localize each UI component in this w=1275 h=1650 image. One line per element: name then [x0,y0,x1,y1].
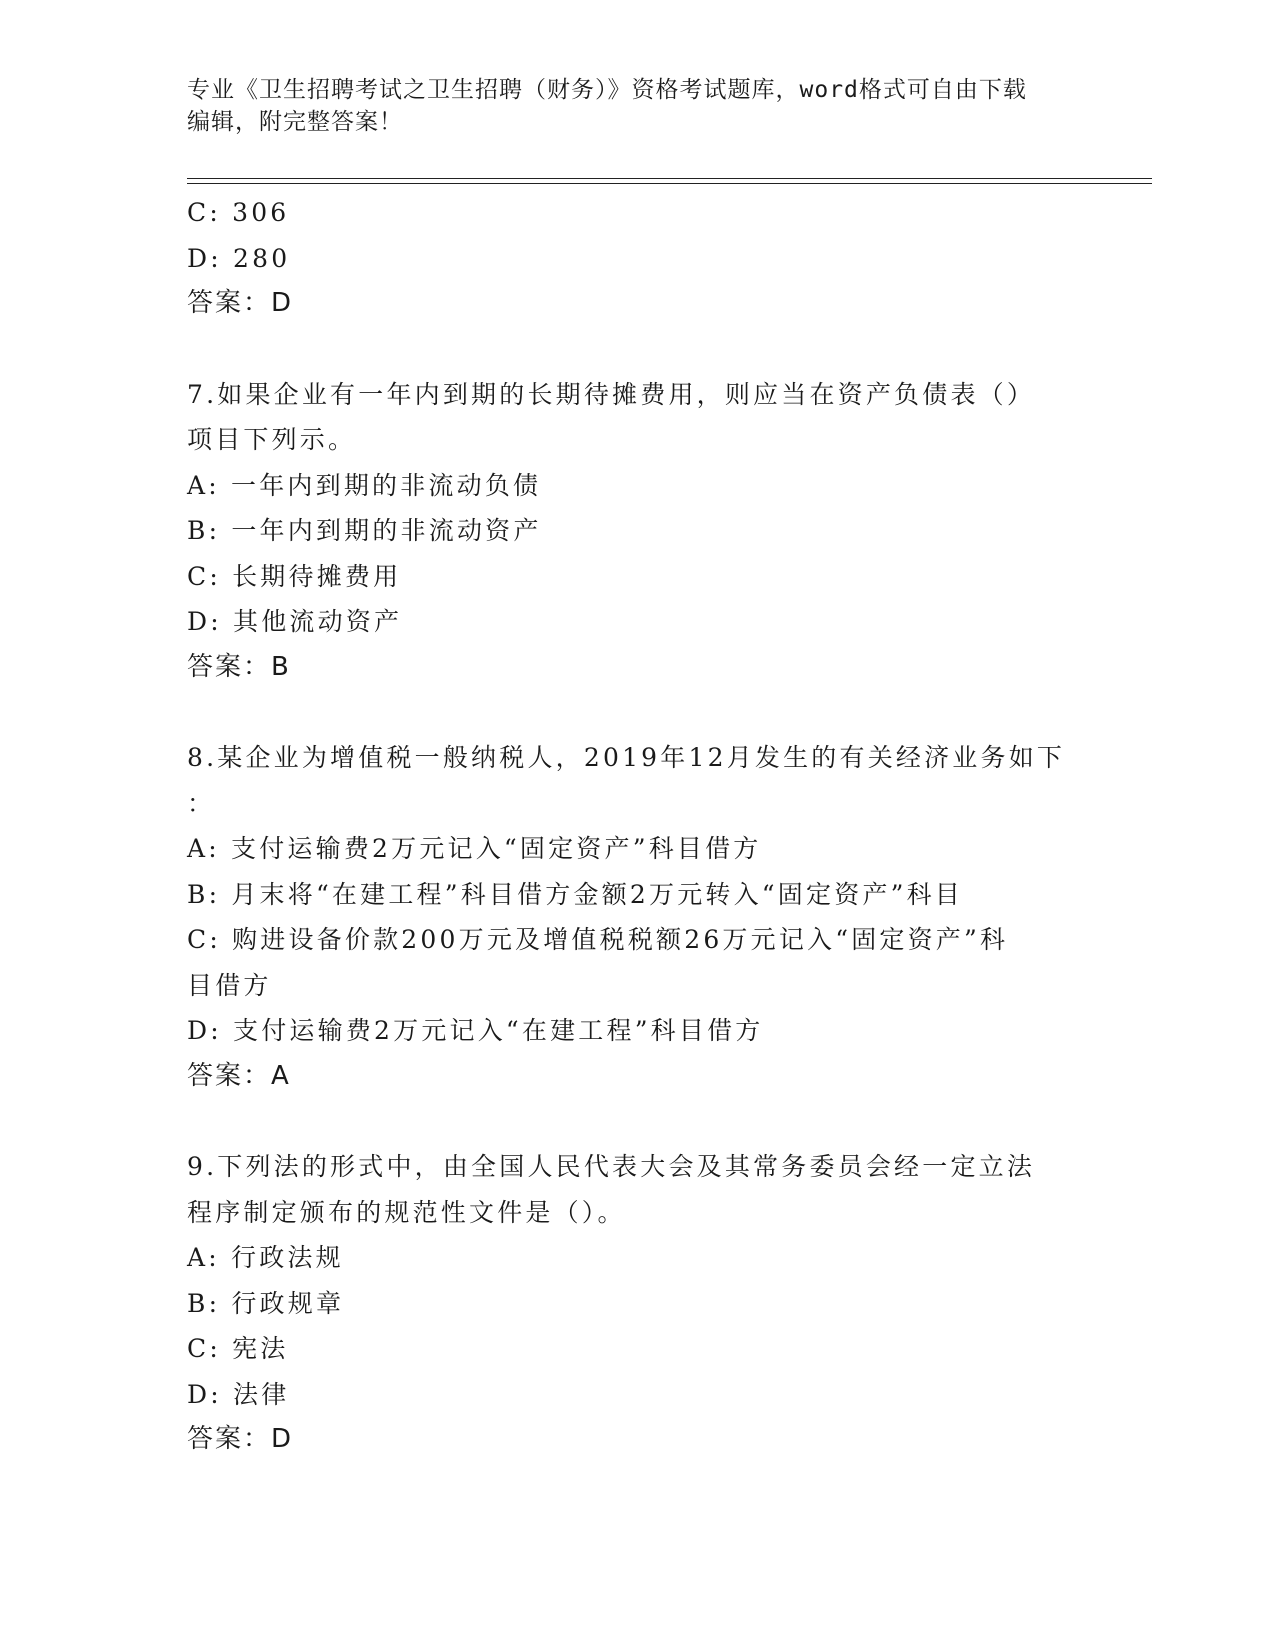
option-a: A: 一年内到期的非流动负债 [187,470,542,500]
option-d: D: 法律 [187,1379,290,1409]
answer-line: 答案：D [187,1424,294,1454]
header-divider-bottom [187,183,1152,184]
header-line-2: 编辑，附完整答案！ [187,109,403,135]
option-c: C: 购进设备价款200万元及增值税税额26万元记入“固定资产”科 [187,925,1009,954]
question-stem: 程序制定颁布的规范性文件是（）。 [187,1197,626,1227]
option-b: B: 行政规章 [187,1288,345,1318]
question-7 [187,372,1087,691]
question-stem: ： [187,788,216,818]
prev-question [187,190,1087,327]
answer-line: 答案：D [187,288,294,318]
option-d: D: 其他流动资产 [187,607,403,636]
option-c: C: 长期待摊费用 [187,561,402,591]
option-b: B: 一年内到期的非流动资产 [187,516,542,545]
option-c: C: 宪法 [187,1334,289,1363]
question-stem: 9.下列法的形式中，由全国人民代表大会及其常务委员会经一定立法 [187,1152,1036,1181]
option-d: D: 280 [187,243,291,273]
spacer [187,690,1087,735]
question-stem: 8.某企业为增值税一般纳税人，2019年12月发生的有关经济业务如下 [187,743,1066,772]
option-a: A: 支付运输费2万元记入“固定资产”科目借方 [187,834,762,863]
question-stem: 7.如果企业有一年内到期的长期待摊费用，则应当在资产负债表（） [187,379,1036,409]
question-stem: 项目下列示。 [187,425,357,454]
spacer [187,327,1087,372]
header-divider-top [187,178,1152,179]
question-content [187,190,1087,1463]
document-header [187,74,1067,138]
answer-line: 答案：A [187,1060,291,1091]
option-d: D: 支付运输费2万元记入“在建工程”科目借方 [187,1016,764,1045]
option-b: B: 月末将“在建工程”科目借方金额2万元转入“固定资产”科目 [187,879,963,909]
spacer [187,1099,1087,1144]
question-9 [187,1144,1087,1463]
question-8 [187,735,1087,1099]
answer-line: 答案：B [187,651,291,682]
option-c: C: 306 [187,198,290,227]
header-line-1: 专业《卫生招聘考试之卫生招聘（财务）》资格考试题库，word格式可自由下载 [187,77,1027,103]
option-a: A: 行政法规 [187,1243,344,1272]
option-c-continued: 目借方 [187,970,272,1000]
